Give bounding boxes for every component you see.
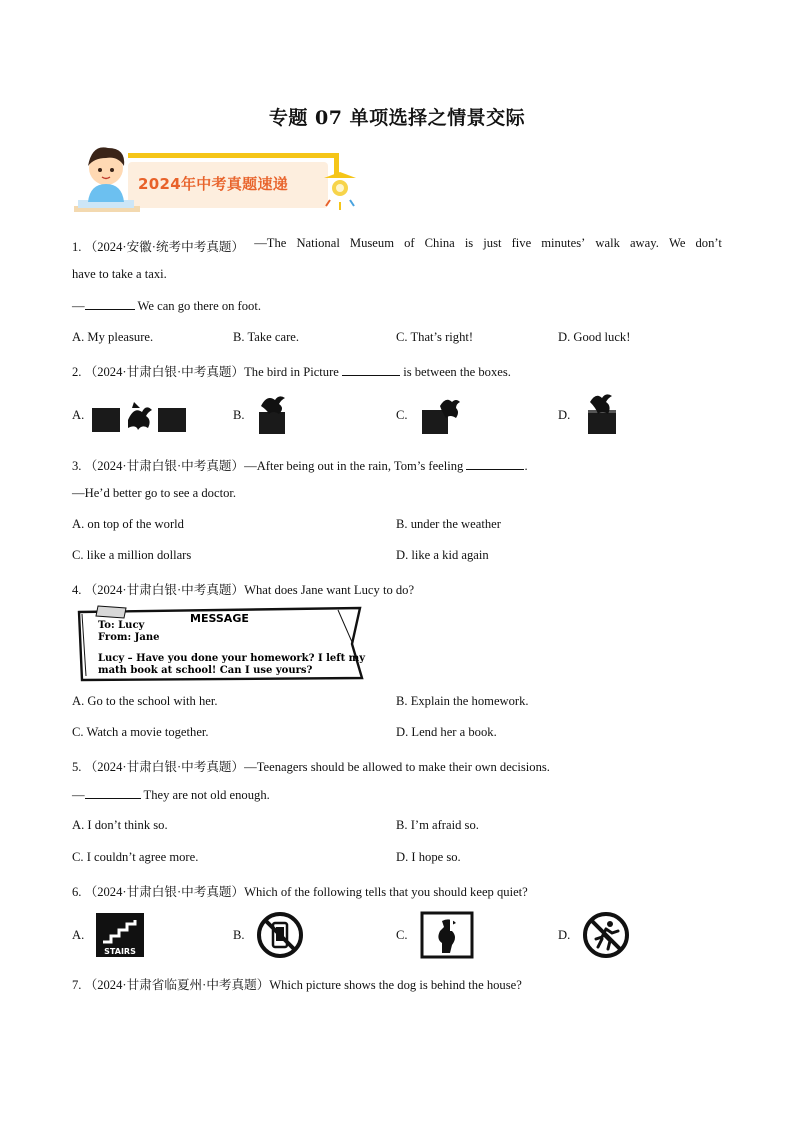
question-1-word: five	[511, 236, 532, 250]
question-4-option-a[interactable]: A. Go to the school with her.	[72, 694, 218, 708]
question-5-option-b[interactable]: B. I’m afraid so.	[396, 818, 479, 832]
question-1-option-d[interactable]: D. Good luck!	[558, 330, 631, 344]
question-6-stem: 6. （2024·甘肃白银·中考真题）Which of the following tells that you should keep quiet?	[72, 885, 528, 899]
question-5-stem: 5. （2024·甘肃白银·中考真题）—Teenagers should be allowed to make their own decisions.	[72, 760, 550, 774]
question-1-word: China	[424, 236, 455, 250]
question-1-word: don’t	[695, 236, 722, 250]
question-6-label-a: A.	[72, 928, 85, 942]
question-5-reply-text: They are not old enough.	[140, 788, 270, 802]
question-6-label-c: C.	[396, 928, 408, 942]
page-title: 专题 07 单项选择之情景交际	[268, 107, 526, 129]
question-7-stem: 7. （2024·甘肃省临夏州·中考真题）Which picture shows the dog is behind the house?	[72, 978, 522, 992]
question-2-label-d: D.	[558, 408, 571, 422]
question-1-option-a[interactable]: A. My pleasure.	[72, 330, 154, 344]
question-1-word: minutes’	[541, 236, 586, 250]
question-1-option-b[interactable]: B. Take care.	[233, 330, 300, 344]
bird-behind-box-image[interactable]	[418, 394, 464, 436]
question-1-line-1	[72, 236, 722, 255]
message-body-line-1: Lucy – Have you done your homework? I left my	[98, 653, 366, 664]
question-1-reply: — We can go there on foot.	[72, 299, 261, 313]
question-1-word: away.	[629, 236, 659, 250]
question-1-word: of	[404, 236, 415, 250]
question-4-option-b[interactable]: B. Explain the homework.	[396, 694, 529, 708]
bird-in-box-image[interactable]	[584, 390, 620, 436]
question-5-reply: — They are not old enough.	[72, 788, 270, 802]
question-3-option-a[interactable]: A. on top of the world	[72, 517, 184, 531]
question-1-word: just	[483, 236, 502, 250]
question-2-stem: 2. （2024·甘肃白银·中考真题）The bird in Picture is between the boxes.	[72, 365, 511, 379]
question-5-option-a[interactable]: A. I don’t think so.	[72, 818, 168, 832]
question-5-option-d[interactable]: D. I hope so.	[396, 850, 461, 864]
question-4-option-c[interactable]: C. Watch a movie together.	[72, 725, 209, 739]
question-4-option-d[interactable]: D. Lend her a book.	[396, 725, 497, 739]
question-3-stem: 3. （2024·甘肃白银·中考真题）—After being out in the rain, Tom’s feeling .	[72, 459, 528, 473]
stairs-sign-icon[interactable]	[95, 912, 145, 958]
message-note-image	[76, 604, 366, 682]
no-running-sign-icon[interactable]	[582, 911, 630, 959]
message-body-line-2: math book at school! Can I use yours?	[98, 665, 313, 676]
question-3-option-c[interactable]: C. like a million dollars	[72, 548, 192, 562]
message-to: To: Lucy	[98, 620, 145, 631]
stairs-sign-text: STAIRS	[104, 947, 136, 956]
question-1-option-c[interactable]: C. That’s right!	[396, 330, 474, 344]
question-1-word: National	[296, 236, 340, 250]
question-6-label-b: B.	[233, 928, 245, 942]
question-6-label-d: D.	[558, 928, 571, 942]
question-1-reply-text: We can go there on foot.	[134, 299, 261, 313]
message-from: From: Jane	[98, 632, 160, 643]
question-2-label-a: A.	[72, 408, 85, 422]
no-phone-sign-icon[interactable]	[256, 911, 304, 959]
banner-label: 2024年中考真题速递	[138, 175, 289, 193]
answer-blank[interactable]	[342, 364, 400, 376]
message-heading: MESSAGE	[190, 612, 249, 625]
question-1-word: We	[668, 236, 686, 250]
question-1-word: walk	[595, 236, 620, 250]
question-1-line-2: have to take a taxi.	[72, 267, 167, 281]
keep-quiet-sign-icon[interactable]	[420, 911, 474, 959]
question-3-option-b[interactable]: B. under the weather	[396, 517, 501, 531]
question-1-word: is	[464, 236, 474, 250]
question-3-reply: —He’d better go to see a doctor.	[72, 486, 237, 500]
question-4-stem: 4. （2024·甘肃白银·中考真题）What does Jane want Lucy to do?	[72, 583, 415, 597]
question-5-option-c[interactable]: C. I couldn’t agree more.	[72, 850, 199, 864]
bird-between-boxes-image[interactable]	[90, 394, 190, 436]
question-2-label-b: B.	[233, 408, 245, 422]
question-1-word: —The	[254, 236, 287, 250]
question-1-prefix: 1. （2024·安徽·统考中考真题）	[72, 240, 245, 254]
question-2-label-c: C.	[396, 408, 408, 422]
answer-blank[interactable]	[85, 787, 141, 799]
question-3-option-d[interactable]: D. like a kid again	[396, 548, 489, 562]
question-1-word: Museum	[349, 236, 394, 250]
answer-blank[interactable]	[85, 298, 135, 310]
bird-on-box-image[interactable]	[255, 392, 291, 436]
answer-blank[interactable]	[466, 458, 524, 470]
